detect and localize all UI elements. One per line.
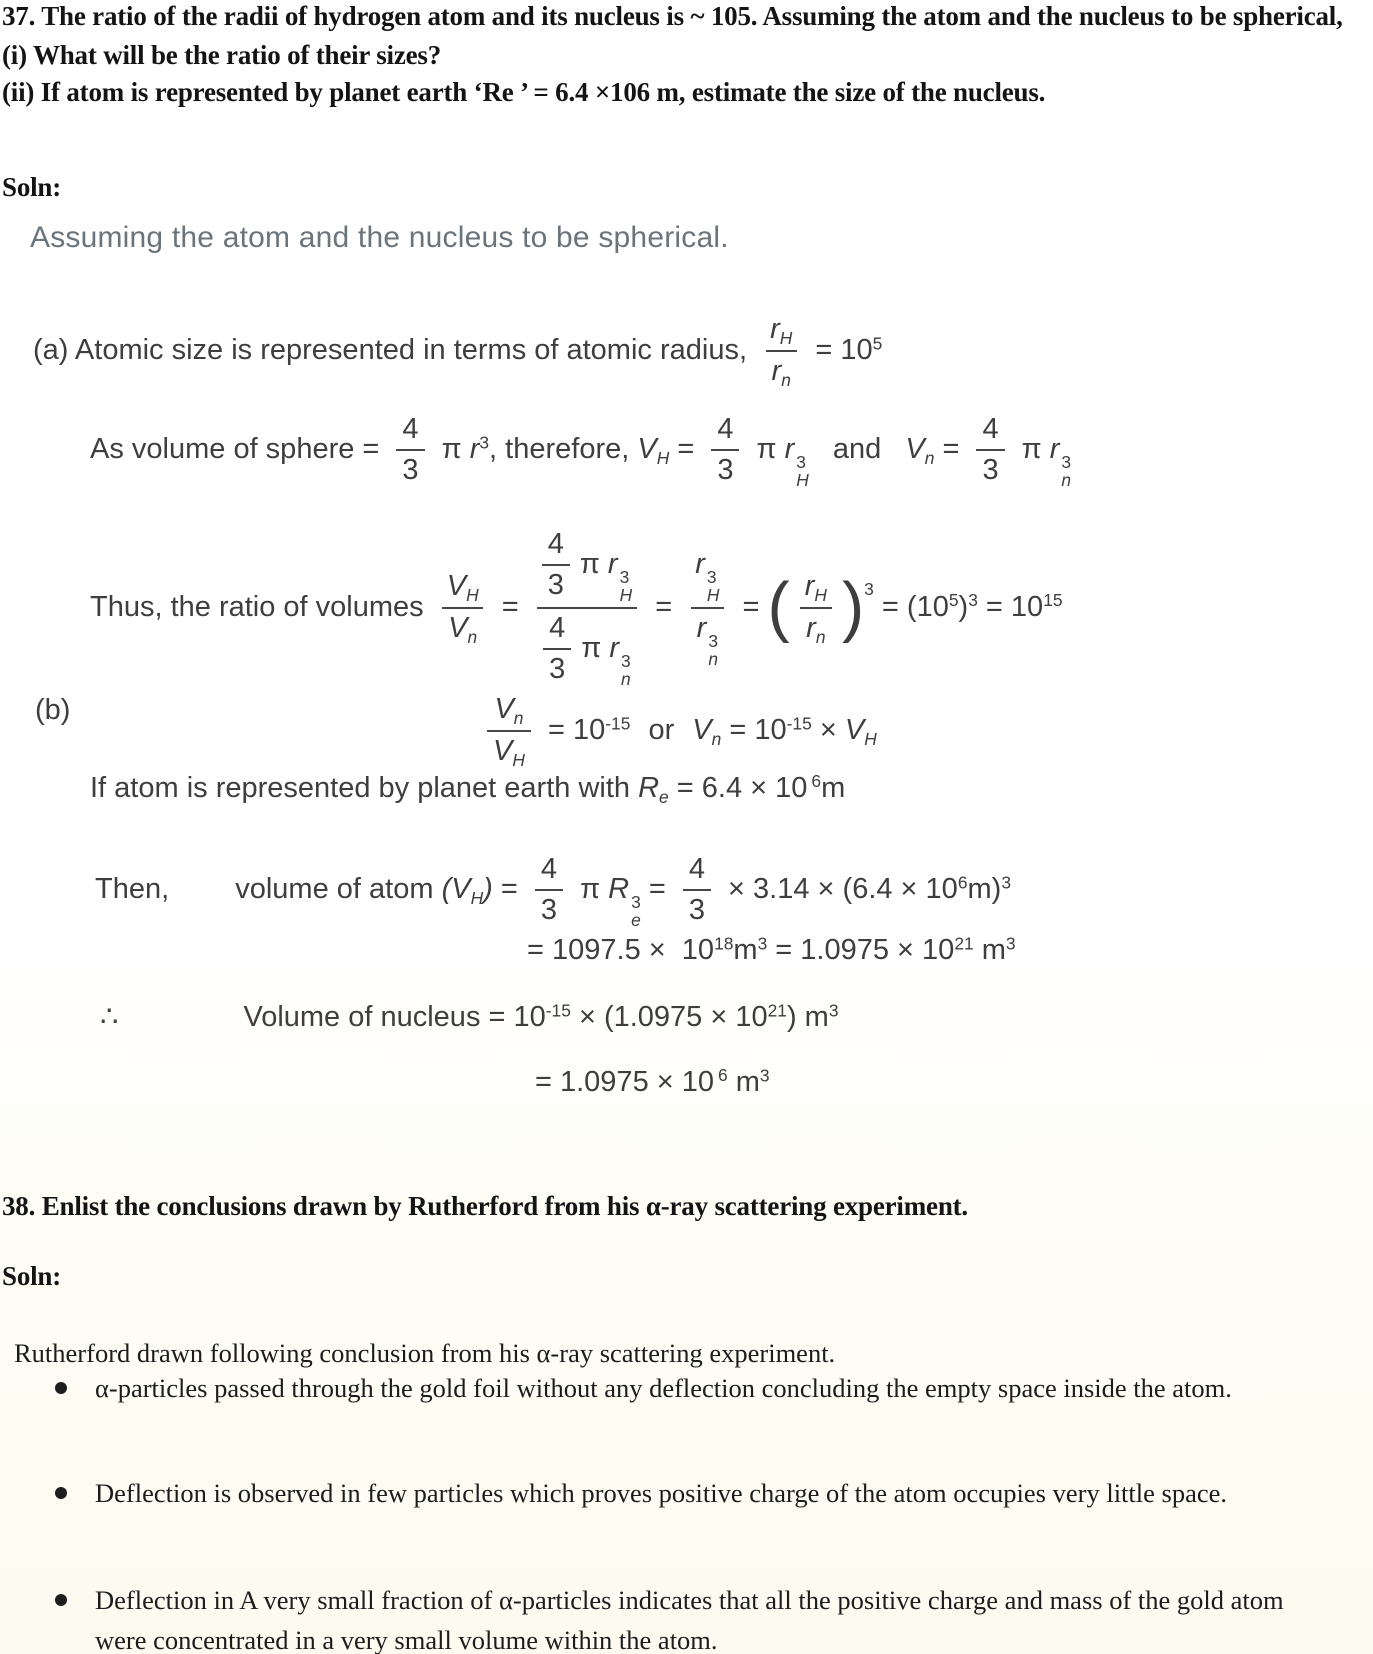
fraction-numerator: 4 xyxy=(402,413,419,445)
superscript-5: 5 xyxy=(872,333,883,354)
subscript-H: H xyxy=(814,584,827,605)
subscript-H: H xyxy=(656,448,670,469)
open-paren: ( xyxy=(441,873,452,905)
pi-symbol: π xyxy=(579,548,600,580)
variable-V: V xyxy=(905,433,925,465)
thus-lead-text: Thus, the ratio of volumes xyxy=(90,590,424,623)
variable-r: r xyxy=(784,433,795,465)
fraction-denominator xyxy=(537,607,637,688)
fraction-denominator xyxy=(800,607,831,646)
if-text: If atom is represented by planet earth with xyxy=(90,772,631,804)
equals-sign: = xyxy=(729,714,747,747)
variable-R: R xyxy=(608,873,630,905)
unit-m: m xyxy=(733,934,758,966)
nucleus-tail: ) m xyxy=(786,1001,829,1033)
close-paren: ) xyxy=(958,590,969,623)
rutherford-intro: Rutherford drawn following conclusion from his α-ray scattering experiment. xyxy=(14,1338,836,1368)
then-line xyxy=(95,853,1011,929)
equals-sign: = xyxy=(362,433,380,465)
fraction-numerator xyxy=(441,570,485,607)
question-37-heading: 37. The ratio of the radii of hydrogen atom and its nucleus is ~ 105. Assuming the atom and the nucleus to be spherical, xyxy=(2,1,1343,31)
solution-a-line xyxy=(33,313,882,390)
question-38-heading: 38. Enlist the conclusions drawn by Rutherford from his α-ray scattering experiment. xyxy=(2,1191,968,1221)
variable-r: r xyxy=(696,612,707,645)
superscript-3: 3 xyxy=(479,432,490,453)
equals-sign: = xyxy=(942,433,960,465)
and-text: and xyxy=(832,433,882,465)
superscript-minus15: -15 xyxy=(605,713,631,734)
part-a-label: (a) xyxy=(33,334,69,367)
fraction-VH-Vn xyxy=(441,570,485,647)
bullet-icon xyxy=(55,1382,67,1394)
fraction-rH3-rn3 xyxy=(689,548,725,668)
final-result-line xyxy=(535,1065,770,1099)
variable-V: V xyxy=(493,735,513,768)
equals-sign: = xyxy=(677,433,695,465)
bullet-item-1 xyxy=(55,1368,1295,1408)
bullet-text: α-particles passed through the gold foil without any deflection concluding the empty space inside the atom. xyxy=(95,1373,1232,1403)
variable-r: r xyxy=(806,612,816,645)
equals-sign: = xyxy=(742,590,760,623)
question-37-item-ii: (ii) If atom is represented by planet earth ‘Re ’ = 6.4 ×106 m, estimate the size of the nucleus. xyxy=(2,77,1046,107)
superscript-3: 3 xyxy=(864,578,874,599)
fraction-4-3 xyxy=(976,413,1004,488)
fraction-denominator xyxy=(487,730,531,769)
variable-R: R xyxy=(638,772,660,804)
equals-sign: = xyxy=(815,334,833,367)
bullet-item-2 xyxy=(55,1473,1295,1513)
fraction-numerator: 4 xyxy=(549,612,566,645)
subscript-H: H xyxy=(779,328,793,349)
superscript-3: 3 xyxy=(968,590,978,611)
variable-r: r xyxy=(770,313,780,345)
superscript-minus15: -15 xyxy=(545,1000,571,1021)
superscript-3: 3 xyxy=(1005,933,1016,954)
equals-sign: = xyxy=(547,714,565,747)
superscript-minus15: -15 xyxy=(786,713,812,734)
superscript-3: 3 xyxy=(621,650,631,671)
equals-sign: = xyxy=(881,590,899,623)
bullet-icon xyxy=(55,1594,67,1606)
question-37-item-i: (i) What will be the ratio of their sizes? xyxy=(2,40,442,70)
fraction-numerator xyxy=(488,693,529,730)
unit-m: m xyxy=(727,1066,760,1098)
paren-group xyxy=(767,569,874,648)
fraction-denominator xyxy=(442,607,483,646)
therefore-symbol: ∴ xyxy=(100,1001,119,1033)
subscript-n: n xyxy=(708,648,718,669)
variable-r: r xyxy=(771,355,782,388)
superscript-3: 3 xyxy=(1001,872,1011,893)
subscript-H: H xyxy=(864,729,877,750)
final-p1: = 1.0975 × 10 xyxy=(535,1066,714,1098)
superscript-6: 6 xyxy=(718,1065,728,1086)
fraction-denominator: 3 xyxy=(683,889,711,927)
fraction-numerator xyxy=(536,528,638,607)
pi-symbol: π xyxy=(441,433,462,465)
subscript-e: e xyxy=(659,787,669,808)
part-b-equation xyxy=(478,693,877,770)
variable-r: r xyxy=(695,548,705,580)
pi-symbol: π xyxy=(1021,433,1042,465)
pi-symbol: π xyxy=(581,632,602,665)
part-b-label: (b) xyxy=(35,694,71,726)
superscript-3: 3 xyxy=(759,1065,770,1086)
fraction-4-3 xyxy=(542,528,570,603)
subscript-n: n xyxy=(1061,469,1072,490)
sphere-lead-text: As volume of sphere xyxy=(90,433,355,465)
result-line-1 xyxy=(527,933,1016,967)
nucleus-volume-line xyxy=(100,1000,839,1034)
subscript-H: H xyxy=(470,888,484,909)
superscript-15: 15 xyxy=(1043,590,1063,611)
fraction-numerator xyxy=(799,570,833,607)
fraction-denominator xyxy=(766,350,797,389)
superscript-3: 3 xyxy=(1061,451,1072,472)
bullet-text: Deflection in A very small fraction of α-particles indicates that all the positive charge and mass of the gold atom were concentrated in a very small volume within the atom. xyxy=(95,1585,1284,1654)
superscript-3: 3 xyxy=(757,933,768,954)
soln-37-label: Soln: xyxy=(2,172,62,202)
sup-sub-stack xyxy=(1061,453,1071,490)
superscript-3: 3 xyxy=(828,1000,839,1021)
fraction-denominator: 3 xyxy=(711,449,739,487)
variable-V: V xyxy=(448,612,468,645)
fraction-4-3 xyxy=(683,853,711,928)
times-sign: × xyxy=(819,714,837,747)
fraction-numerator: 4 xyxy=(688,853,705,885)
soln-38-label: Soln: xyxy=(2,1261,62,1291)
value-ten: 10 xyxy=(916,590,949,623)
big-fraction-volumes xyxy=(536,528,638,688)
variable-V: V xyxy=(494,693,514,725)
bullet-icon xyxy=(55,1487,67,1499)
variable-V: V xyxy=(637,433,657,465)
subscript-H: H xyxy=(706,584,720,605)
superscript-5: 5 xyxy=(948,590,959,611)
fraction-denominator: 3 xyxy=(976,449,1004,487)
therefore-text: , therefore, xyxy=(489,433,630,465)
subscript-n: n xyxy=(781,370,791,391)
open-paren: ( xyxy=(767,570,790,645)
equals-sign: = xyxy=(501,590,519,623)
result-p3: = 1.0975 × 10 xyxy=(767,934,955,966)
unit-m: m xyxy=(821,772,846,804)
assumption-text: Assuming the atom and the nucleus to be spherical. xyxy=(30,221,729,254)
variable-r: r xyxy=(469,433,480,465)
value-ten: 10 xyxy=(1010,590,1044,623)
equals-sign: = xyxy=(985,590,1003,623)
bullet-text: Deflection is observed in few particles which proves positive charge of the atom occupies very little space. xyxy=(95,1478,1228,1508)
unit-m: m xyxy=(973,934,1006,966)
fraction-denominator xyxy=(691,607,724,668)
nucleus-mid: × (1.0975 × 10 xyxy=(570,1001,768,1033)
superscript-21: 21 xyxy=(767,1000,787,1021)
subscript-n: n xyxy=(815,627,826,648)
variable-V: V xyxy=(451,873,471,905)
variable-r: r xyxy=(804,569,815,602)
fraction-numerator: 4 xyxy=(982,413,999,445)
subscript-n: n xyxy=(513,708,524,729)
equals-sign: = xyxy=(500,873,518,905)
bullet-item-3 xyxy=(55,1580,1295,1654)
variable-V: V xyxy=(692,714,712,747)
superscript-3: 3 xyxy=(619,566,630,587)
if-atom-line xyxy=(90,771,845,806)
fraction-denominator: 3 xyxy=(543,648,571,686)
sup-sub-stack xyxy=(708,632,718,669)
fraction-numerator xyxy=(764,313,798,350)
calc-tail-text: × 3.14 × (6.4 × 10 xyxy=(728,873,958,905)
question-37 xyxy=(2,0,1373,111)
sup-sub-stack xyxy=(620,568,633,605)
variable-V: V xyxy=(844,714,865,747)
sup-sub-stack xyxy=(621,652,631,689)
fraction-denominator: 3 xyxy=(396,449,424,487)
value-ten: 10 xyxy=(754,714,787,747)
fraction-4-3 xyxy=(543,612,571,687)
equals-sign: = xyxy=(655,590,673,623)
or-text: or xyxy=(648,714,675,747)
then-label: Then, xyxy=(95,873,170,905)
fraction-numerator: 4 xyxy=(540,853,558,885)
part-a-text: Atomic size is represented in terms of atomic radius, xyxy=(74,334,748,367)
superscript-6: 6 xyxy=(957,872,968,893)
variable-V: V xyxy=(446,569,467,602)
close-paren: ) xyxy=(483,873,493,905)
superscript-21: 21 xyxy=(954,933,974,954)
variable-r: r xyxy=(1049,433,1060,465)
fraction-rh-rn xyxy=(799,570,833,647)
fraction-rh-rn xyxy=(764,313,798,390)
equals-sign: = xyxy=(648,873,666,905)
subscript-n: n xyxy=(467,627,478,648)
subscript-n: n xyxy=(621,668,631,689)
fraction-numerator: 4 xyxy=(717,413,734,445)
pi-symbol: π xyxy=(756,433,777,465)
value-ten: 10 xyxy=(572,714,606,747)
sup-sub-stack xyxy=(631,893,641,930)
subscript-H: H xyxy=(512,750,525,771)
result-p1: = 1097.5 × 10 xyxy=(527,934,715,966)
fraction-denominator: 3 xyxy=(535,889,563,927)
superscript-3: 3 xyxy=(706,566,717,587)
fraction-4-3 xyxy=(535,853,563,928)
close-paren: ) xyxy=(841,570,865,645)
value-ten: 10 xyxy=(840,334,873,367)
sup-sub-stack xyxy=(707,568,720,605)
open-paren: ( xyxy=(906,590,917,623)
subscript-n: n xyxy=(924,448,935,469)
superscript-18: 18 xyxy=(714,933,734,954)
nucleus-lead: Volume of nucleus = 10 xyxy=(243,1001,546,1033)
calc-tail2-text: m) xyxy=(967,873,1002,905)
subscript-e: e xyxy=(631,909,641,930)
sphere-volume-line xyxy=(90,413,1071,489)
superscript-3: 3 xyxy=(796,451,806,472)
fraction-4-3 xyxy=(396,413,424,488)
fraction-numerator: 4 xyxy=(547,528,564,560)
fraction-Vn-VH xyxy=(487,693,531,770)
fraction-denominator: 3 xyxy=(542,564,570,602)
subscript-H: H xyxy=(796,469,809,490)
subscript-n: n xyxy=(711,729,722,750)
sup-sub-stack xyxy=(796,453,809,490)
ratio-volumes-line xyxy=(90,528,1063,688)
variable-r: r xyxy=(607,548,618,580)
subscript-H: H xyxy=(466,584,479,605)
superscript-6: 6 xyxy=(811,771,822,792)
superscript-3: 3 xyxy=(631,891,641,912)
fraction-4-3 xyxy=(711,413,739,488)
pi-symbol: π xyxy=(580,873,601,905)
volume-atom-text: volume of atom xyxy=(235,873,434,905)
fraction-numerator xyxy=(689,548,725,607)
re-value: = 6.4 × 10 xyxy=(676,772,808,804)
superscript-3: 3 xyxy=(708,630,718,651)
variable-r: r xyxy=(609,632,620,665)
subscript-H: H xyxy=(619,584,633,605)
